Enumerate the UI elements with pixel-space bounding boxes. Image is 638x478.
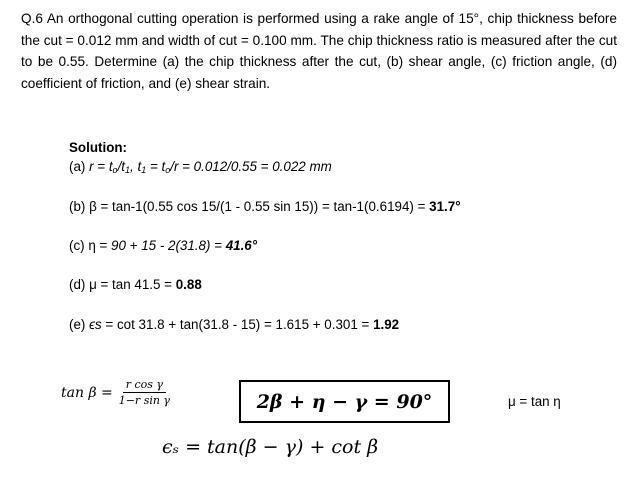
tan-beta-fraction: $\frac{\text{r cos γ}}{\text{1−r sin γ}}$ [118,378,171,407]
solution-part-e: (e) ϵs = cot 31.8 + tan(31.8 - 15) = 1.615 + 0.301 = 1.92 [69,317,400,332]
question-text: Q.6 An orthogonal cutting operation is performed using a rake angle of 15°, chip thickness before the cut = 0.012 mm and width of cut = 0.100 mm. The chip thickness ratio is measured after the cut to be 0.55. Determine (a) the chip thickness after the cut, (b) shear angle, (c) friction angle, (d) coefficient of friction, and (e) shear strain. [21,11,617,91]
solution-heading: Solution: [69,140,128,155]
solution-part-b: (b) β = tan-1(0.55 cos 15/(1 - 0.55 sin 15)) = tan-1(0.6194) = 31.7° [69,199,461,214]
tan-beta-formula: tan β = $\frac{\text{r cos γ}}{\text{1−r sin γ}}$ [61,378,171,407]
solution-part-d: (d) μ = tan 41.5 = 0.88 [69,277,202,292]
solution-part-c: (c) η = 90 + 15 - 2(31.8) = 41.6° [69,238,258,253]
solution-part-a: (a) $r = t_o/t_1$, $t_1 = t_o/r = 0.012/0.55 = 0.022$ mm [69,159,332,175]
boxed-angle-relation: 2β + η − γ = 90° [239,380,450,423]
shear-strain-formula: ϵₛ = tan(β − γ) + cot β [162,436,379,458]
mu-formula: μ = tan η [508,394,561,409]
